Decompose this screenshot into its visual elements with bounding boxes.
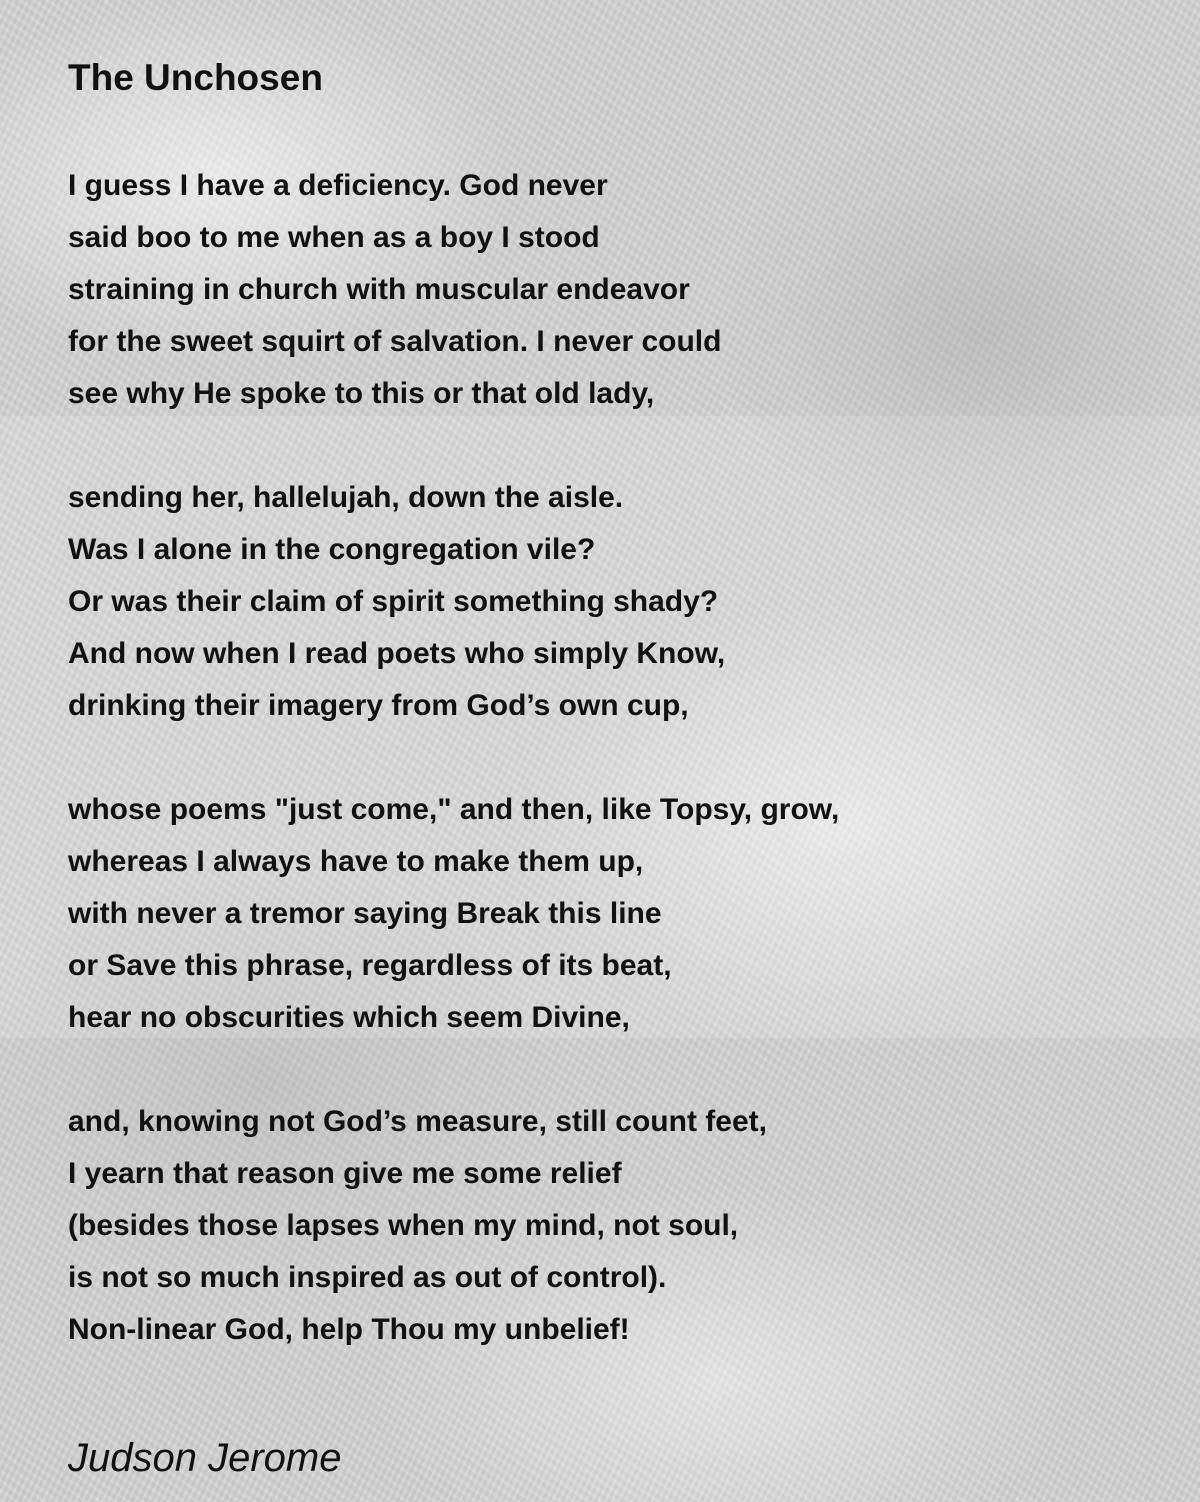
stanza-2 bbox=[68, 472, 1148, 732]
poem-line: whereas I always have to make them up, bbox=[68, 845, 644, 878]
poem-author: Judson Jerome bbox=[68, 1436, 342, 1480]
stanza-4 bbox=[68, 1096, 1148, 1356]
poem-line: drinking their imagery from God’s own cup, bbox=[68, 689, 689, 722]
poem-line: sending her, hallelujah, down the aisle. bbox=[68, 481, 624, 514]
poem-line: (besides those lapses when my mind, not soul, bbox=[68, 1209, 739, 1242]
poem-line: I guess I have a deficiency. God never bbox=[68, 169, 608, 202]
poem-line: is not so much inspired as out of control). bbox=[68, 1261, 667, 1294]
poem-title: The Unchosen bbox=[68, 57, 323, 98]
poem-line: And now when I read poets who simply Know, bbox=[68, 637, 726, 670]
poem-line: I yearn that reason give me some relief bbox=[68, 1157, 622, 1190]
poem-line: hear no obscurities which seem Divine, bbox=[68, 1001, 630, 1034]
poem-line: said boo to me when as a boy I stood bbox=[68, 221, 600, 254]
poem-line: Or was their claim of spirit something shady? bbox=[68, 585, 719, 618]
poem-line: see why He spoke to this or that old lady, bbox=[68, 377, 655, 410]
poem-line: with never a tremor saying Break this line bbox=[68, 897, 662, 930]
poem-line: whose poems "just come," and then, like Topsy, grow, bbox=[68, 793, 840, 826]
poem-line: straining in church with muscular endeavor bbox=[68, 273, 690, 306]
poem-container bbox=[68, 52, 1148, 1408]
poem-line: Was I alone in the congregation vile? bbox=[68, 533, 596, 566]
poem-line: for the sweet squirt of salvation. I never could bbox=[68, 325, 722, 358]
poem-line: Non-linear God, help Thou my unbelief! bbox=[68, 1313, 630, 1346]
poem-line: and, knowing not God’s measure, still count feet, bbox=[68, 1105, 767, 1138]
stanza-1 bbox=[68, 160, 1148, 420]
stanza-3 bbox=[68, 784, 1148, 1044]
poem-line: or Save this phrase, regardless of its beat, bbox=[68, 949, 672, 982]
